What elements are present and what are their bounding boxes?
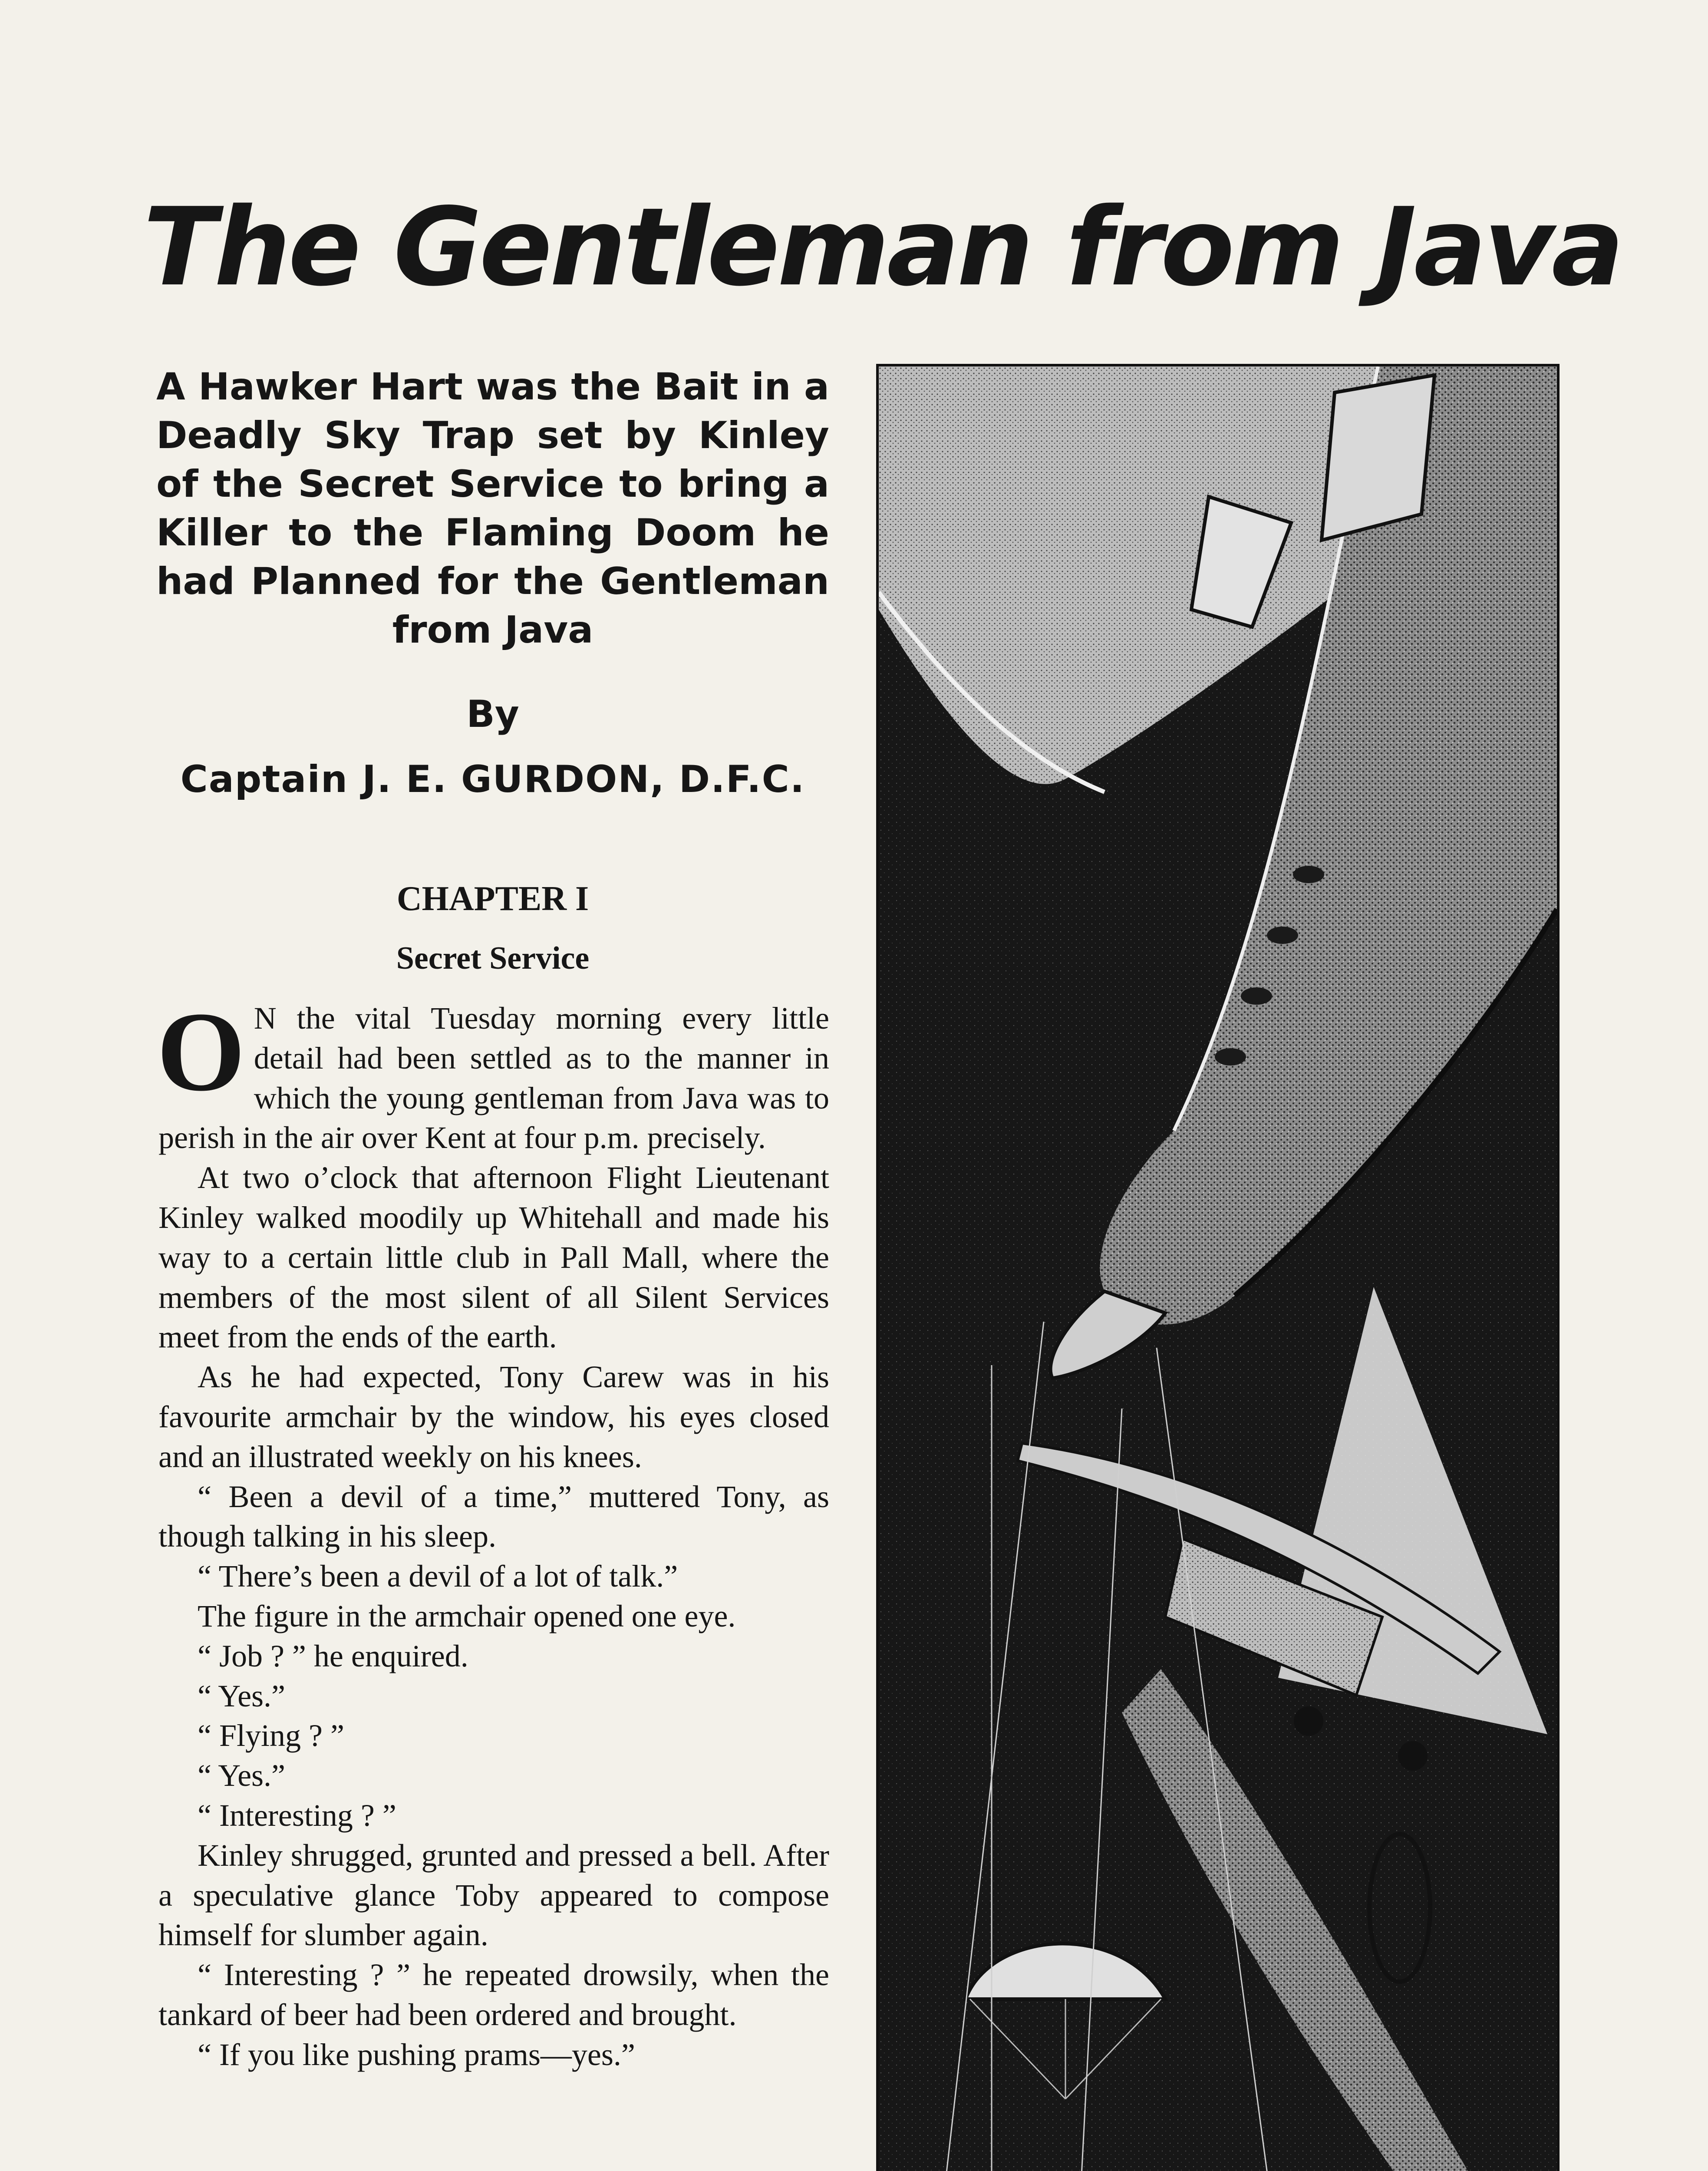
chapter-heading: CHAPTER I	[396, 880, 589, 918]
byline-author: Captain J. E. GURDON, D.F.C.	[180, 758, 805, 801]
article-standfirst: A Hawker Hart was the Bait in a Deadly Sky Trap set by Kinley of the Secret Service to bring a Killer to the Flaming Doom he had Planned for the Gentleman from Java	[156, 365, 829, 652]
chapter-subheading: Secret Service	[396, 940, 590, 976]
aircraft-illustration-art	[879, 366, 1557, 2171]
drop-cap: O	[157, 989, 245, 1115]
article-title: The Gentleman from Java	[143, 185, 1622, 310]
body-paragraph: “ Job ? ” he enquired.	[198, 1638, 468, 1673]
article-body	[157, 989, 829, 2075]
body-paragraph: “ Yes.”	[198, 1678, 286, 1713]
body-paragraph: “ There’s been a devil of a lot of talk.”	[198, 1559, 678, 1594]
body-paragraph: At two o’clock that afternoon Flight Lieutenant Kinley walked moodily up Whitehall and made his way to a certain little club in Pall Mall, where the members of the most silent of all Silent Services meet from the ends of the earth.	[158, 1160, 829, 1355]
body-paragraph: “ Interesting ? ” he repeated drowsily, when the tankard of beer had been ordered and brought.	[158, 1957, 829, 2032]
body-paragraph: Kinley shrugged, grunted and pressed a bell. After a speculative glance Toby appeared to compose himself for slumber again.	[158, 1838, 829, 1953]
body-paragraph: O N the vital Tuesday morning every little detail had been settled as to the manner in which the young gentleman from Java was to perish in the air over Kent at four p.m. precisely.	[157, 989, 829, 1155]
body-paragraph: “ Yes.”	[198, 1758, 286, 1793]
aircraft-illustration	[876, 364, 1560, 2171]
body-paragraph: “ Been a devil of a time,” muttered Tony, as though talking in his sleep.	[158, 1479, 829, 1554]
body-paragraph: As he had expected, Tony Carew was in his favourite armchair by the window, his eyes closed and an illustrated weekly on his knees.	[158, 1359, 829, 1474]
body-paragraph: The figure in the armchair opened one eye.	[198, 1598, 736, 1633]
body-paragraph: “ Interesting ? ”	[198, 1798, 396, 1833]
body-paragraph: “ Flying ? ”	[198, 1718, 344, 1753]
byline-by: By	[466, 693, 519, 736]
body-paragraph: “ If you like pushing prams—yes.”	[198, 2037, 635, 2072]
